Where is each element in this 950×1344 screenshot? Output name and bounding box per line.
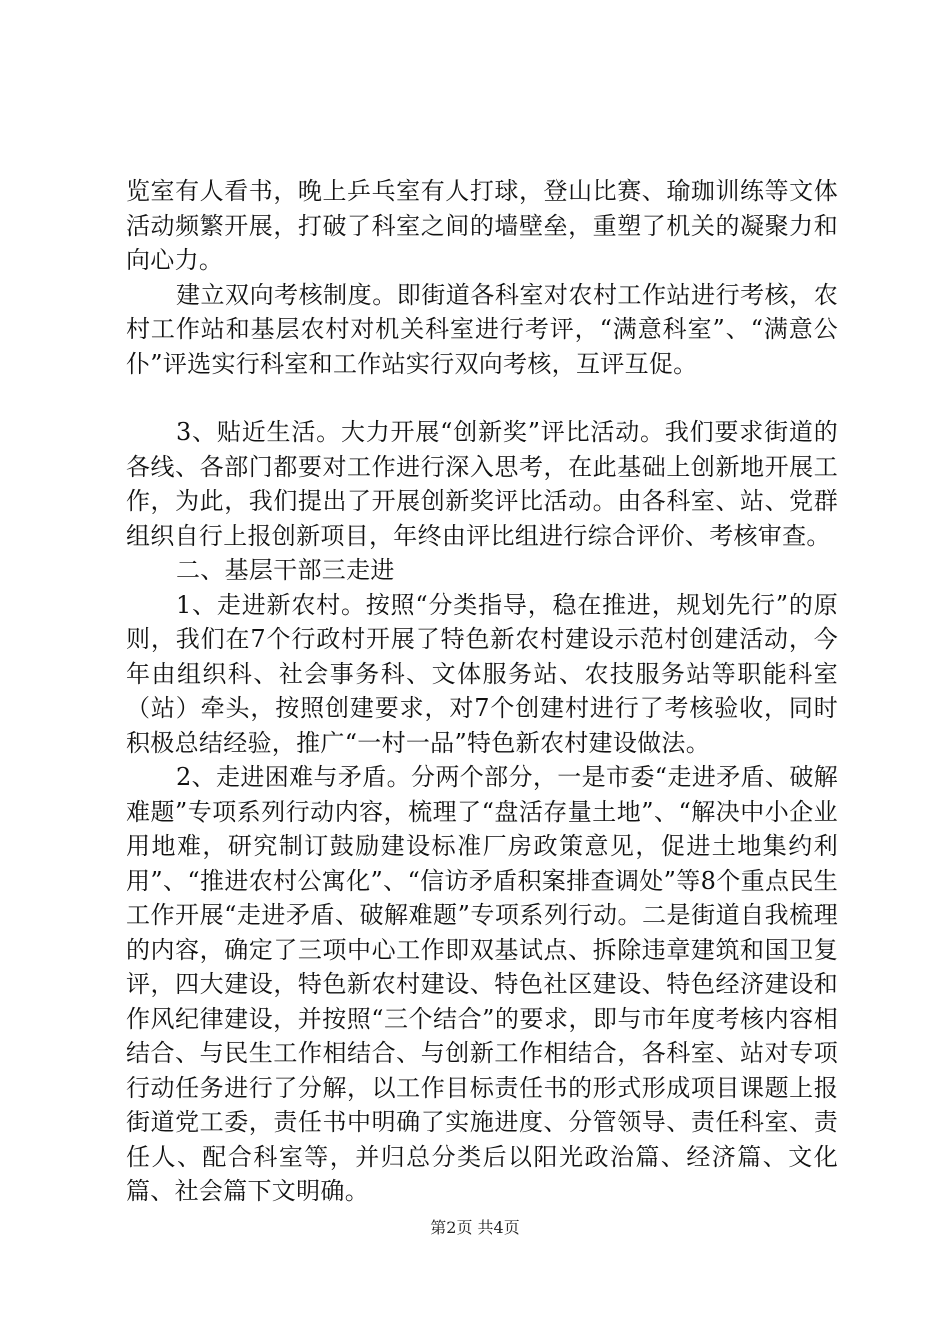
paragraph-spacer [126, 381, 838, 415]
document-body [126, 174, 838, 1209]
paragraph-two-way-assessment: 建立双向考核制度。即街道各科室对农村工作站进行考核，农村工作站和基层农村对机关科室进行考评，“满意科室”、“满意公仆”评选实行科室和工作站实行双向考核，互评互促。 [126, 280, 838, 378]
section-heading: 二、基层干部三走进 [176, 556, 395, 584]
page-number: 第2页 共4页 [430, 1218, 520, 1237]
paragraph-innovation-award: 3、贴近生活。大力开展“创新奖”评比活动。我们要求街道的各线、各部门都要对工作进行深入思考，在此基础上创新地开展工作，为此，我们提出了开展创新奖评比活动。由各科室、站、党群组织自行上报创新项目，年终由评比组进行综合评价、考核审查。 [126, 418, 838, 550]
paragraph-new-countryside: 1、走进新农村。按照“分类指导，稳在推进，规划先行”的原则，我们在7个行政村开展了特色新农村建设示范村创建活动，今年由组织科、社会事务科、文体服务站、农技服务站等职能科室（站）牵头，按照创建要求，对7个创建村进行了考核验收，同时积极总结经验，推广“一村一品”特色新农村建设做法。 [126, 590, 838, 757]
paragraph-continuation: 览室有人看书，晚上乒乓室有人打球，登山比赛、瑜珈训练等文体活动频繁开展，打破了科室之间的墙壁垒，重塑了机关的凝聚力和向心力。 [126, 177, 838, 274]
paragraph-difficulties: 2、走进困难与矛盾。分两个部分，一是市委“走进矛盾、破解难题”专项系列行动内容，梳理了“盘活存量土地”、“解决中小企业用地难，研究制订鼓励建设标准厂房政策意见，促进土地集约利用”、“推进农村公寓化”、“信访矛盾积案排查调处”等8个重点民生工作开展“走进矛盾、破解难题”专项系列行动。二是街道自我梳理的内容，确定了三项中心工作即双基试点、拆除违章建筑和国卫复评，四大建设，特色新农村建设、特色社区建设、特色经济建设和作风纪律建设，并按照“三个结合”的要求，即与市年度考核内容相结合、与民生工作相结合、与创新工作相结合，各科室、站对专项行动任务进行了分解，以工作目标责任书的形式形成项目课题上报街道党工委，责任书中明确了实施进度、分管领导、责任科室、责任人、配合科室等，并归总分类后以阳光政治篇、经济篇、文化篇、社会篇下文明确。 [126, 763, 838, 1205]
